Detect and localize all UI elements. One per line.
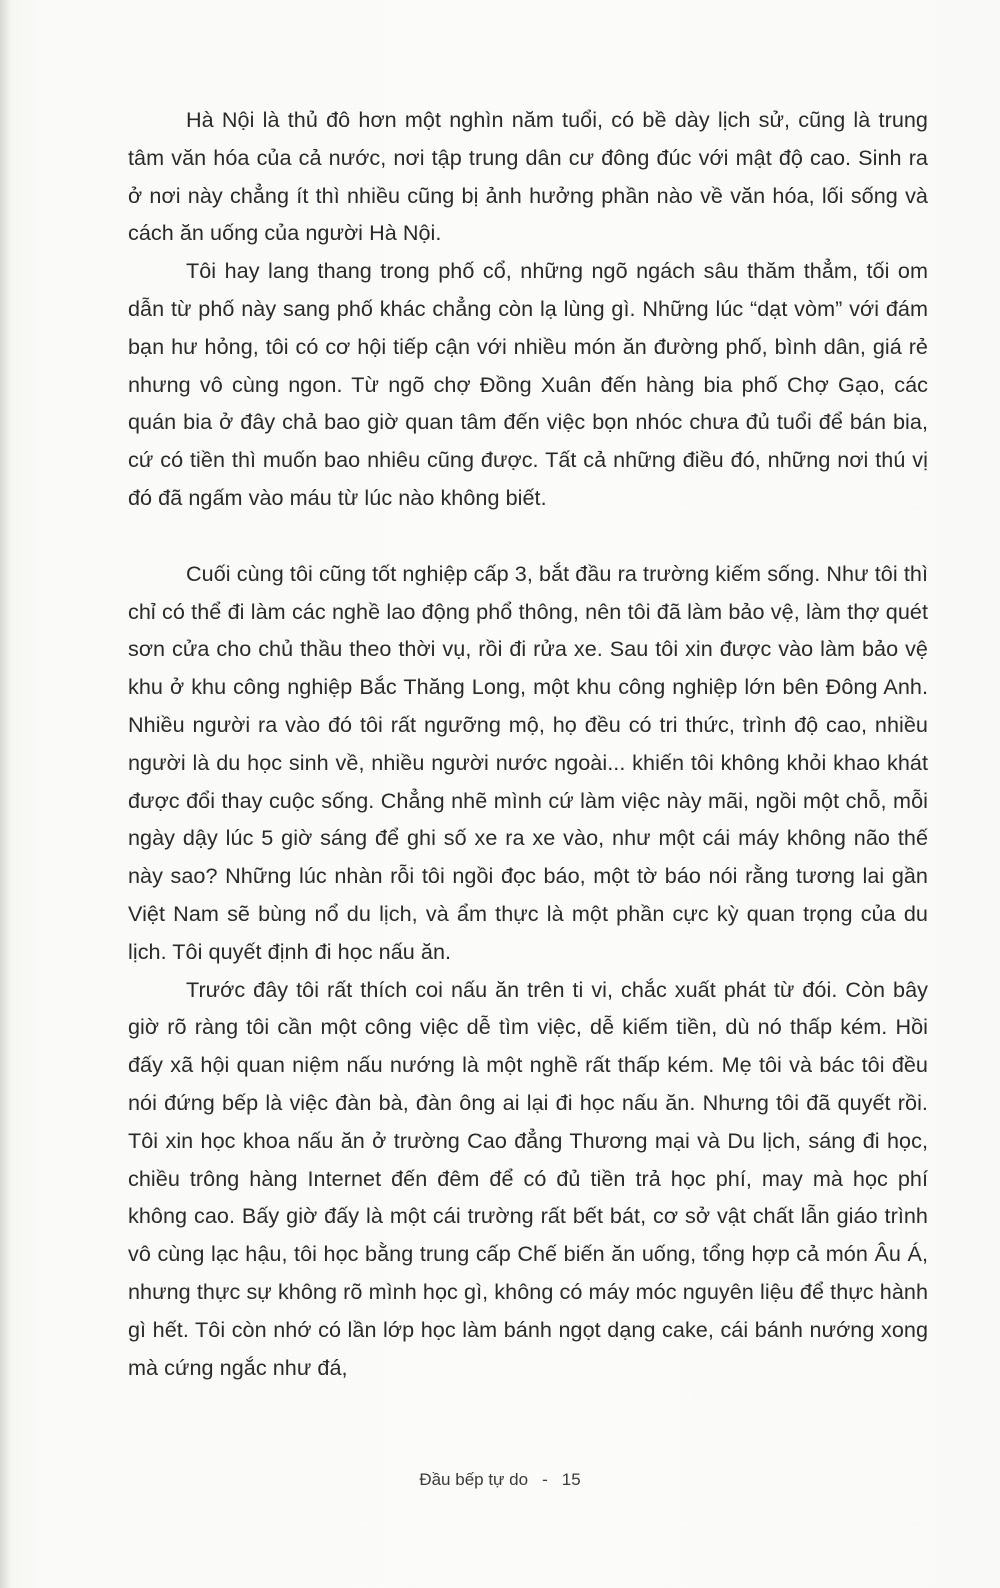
running-title: Đầu bếp tự do <box>419 1470 529 1489</box>
paragraph-4: Trước đây tôi rất thích coi nấu ăn trên ti vi, chắc xuất phát từ đói. Còn bây giờ rõ ràng tôi cần một công việc dễ tìm việc, dễ kiếm tiền, dù nó thấp kém. Hồi đấy xã hội quan niệm nấu nướng là một nghề rất thấp kém. Mẹ tôi và bác tôi đều nói đứng bếp là việc đàn bà, đàn ông ai lại đi học nấu ăn. Nhưng tôi đã quyết rồi. Tôi xin học khoa nấu ăn ở trường Cao đẳng Thương mại và Du lịch, sáng đi học, chiều trông hàng Internet đến đêm để có đủ tiền trả học phí, may mà học phí không cao. Bấy giờ đấy là một cái trường rất bết bát, cơ sở vật chất lẫn giáo trình vô cùng lạc hậu, tôi học bằng trung cấp Chế biến ăn uống, tổng hợp cả món Âu Á, nhưng thực sự không rõ mình học gì, không có máy móc nguyên liệu để thực hành gì hết. Tôi còn nhớ có lần lớp học làm bánh ngọt dạng cake, cái bánh nướng xong mà cứng ngắc như đá, <box>128 976 928 1380</box>
page-edge-shadow <box>0 0 10 1588</box>
body-text <box>128 101 928 1386</box>
page-footer <box>0 1470 1000 1490</box>
page-number: 15 <box>561 1470 581 1489</box>
section-break <box>128 517 928 555</box>
footer-separator: - <box>542 1470 548 1489</box>
paragraph-1: Hà Nội là thủ đô hơn một nghìn năm tuổi, có bề dày lịch sử, cũng là trung tâm văn hóa của cả nước, nơi tập trung dân cư đông đúc với mật độ cao. Sinh ra ở nơi này chẳng ít thì nhiều cũng bị ảnh hưởng phần nào về văn hóa, lối sống và cách ăn uống của người Hà Nội. <box>128 107 928 246</box>
paragraph-3: Cuối cùng tôi cũng tốt nghiệp cấp 3, bắt đầu ra trường kiếm sống. Như tôi thì chỉ có thể đi làm các nghề lao động phổ thông, nên tôi đã làm bảo vệ, làm thợ quét sơn cửa cho chủ thầu theo thời vụ, rồi đi rửa xe. Sau tôi xin được vào làm bảo vệ khu ở khu công nghiệp Bắc Thăng Long, một khu công nghiệp lớn bên Đông Anh. Nhiều người ra vào đó tôi rất ngưỡng mộ, họ đều có tri thức, trình độ cao, nhiều người là du học sinh về, nhiều người nước ngoài... khiến tôi không khỏi khao khát được đổi thay cuộc sống. Chẳng nhẽ mình cứ làm việc này mãi, ngồi một chỗ, mỗi ngày dậy lúc 5 giờ sáng để ghi số xe ra xe vào, như một cái máy không não thế này sao? Những lúc nhàn rỗi tôi ngồi đọc báo, một tờ báo nói rằng tương lai gần Việt Nam sẽ bùng nổ du lịch, và ẩm thực là một phần cực kỳ quan trọng của du lịch. Tôi quyết định đi học nấu ăn. <box>128 560 928 964</box>
paragraph-2: Tôi hay lang thang trong phố cổ, những ngõ ngách sâu thăm thẳm, tối om dẫn từ phố này sang phố khác chẳng còn lạ lùng gì. Những lúc “dạt vòm” với đám bạn hư hỏng, tôi có cơ hội tiếp cận với nhiều món ăn đường phố, bình dân, giá rẻ nhưng vô cùng ngon. Từ ngõ chợ Đồng Xuân đến hàng bia phố Chợ Gạo, các quán bia ở đây chả bao giờ quan tâm đến việc bọn nhóc chưa đủ tuổi để bán bia, cứ có tiền thì muốn bao nhiêu cũng được. Tất cả những điều đó, những nơi thú vị đó đã ngấm vào máu từ lúc nào không biết. <box>128 258 928 510</box>
